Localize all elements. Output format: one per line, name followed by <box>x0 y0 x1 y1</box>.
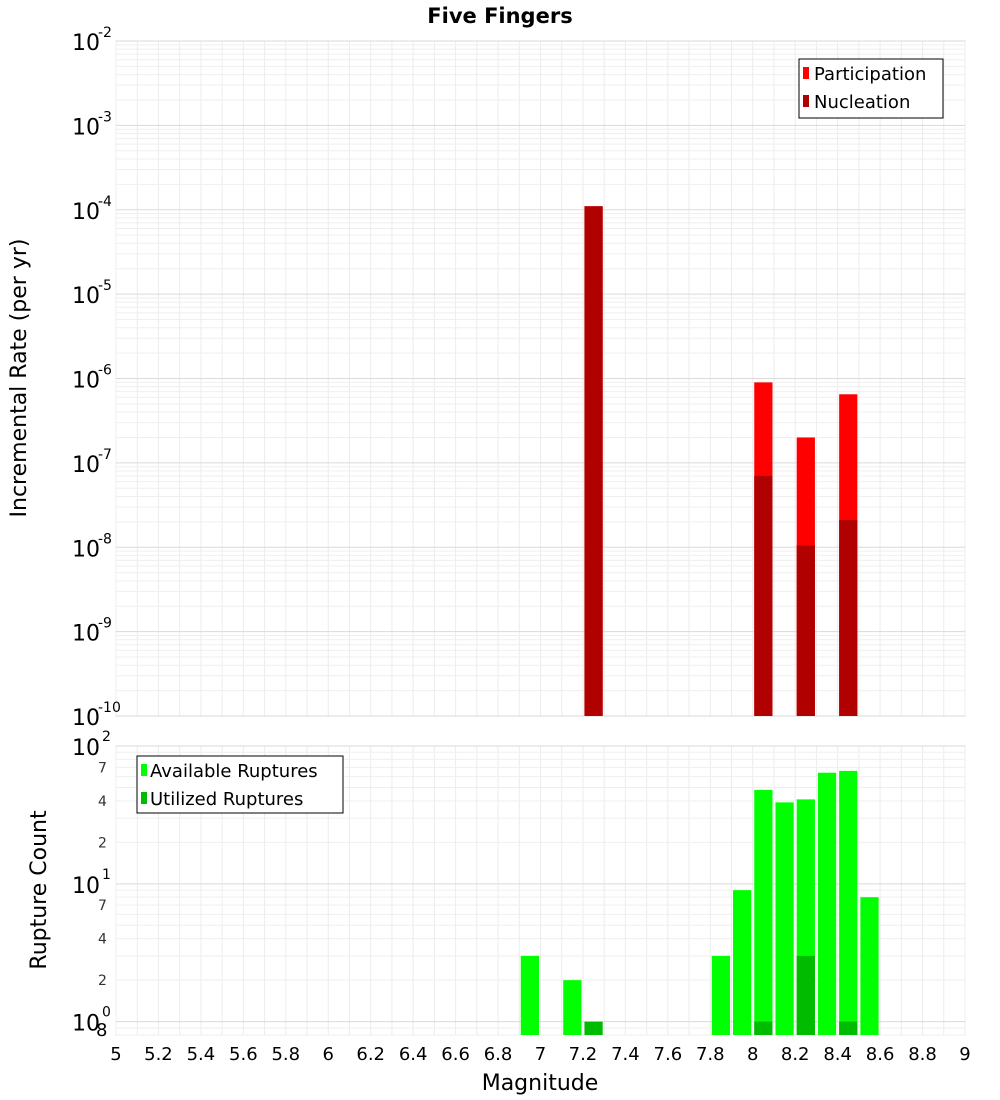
bottom-utilized-ruptures-bar <box>754 1022 772 1035</box>
x-tick-label: 6.8 <box>483 1044 513 1065</box>
bottom-y-minor-tick-label: 7 <box>98 898 107 915</box>
top-y-tick-exponent: -4 <box>98 193 112 210</box>
top-y-tick-label: 10 <box>72 537 100 563</box>
top-nucleation-bar <box>839 520 857 716</box>
x-axis-label: Magnitude <box>481 1071 599 1096</box>
x-tick-label: 7.2 <box>568 1044 598 1065</box>
top-y-tick-label: 10 <box>72 115 100 141</box>
top-nucleation-bar <box>754 476 772 716</box>
x-tick-label: 6.6 <box>441 1044 470 1065</box>
bottom-y-tick-labels <box>72 729 111 1041</box>
top-nucleation-bar <box>797 545 815 716</box>
chart-title: Five Fingers <box>427 4 573 28</box>
bottom-y-minor-tick-label: 8 <box>96 1020 108 1041</box>
x-tick-label: 6.4 <box>398 1044 428 1065</box>
top-y-tick-exponent: -5 <box>98 278 112 295</box>
x-tick-label: 9 <box>959 1044 971 1065</box>
top-y-tick-labels <box>72 25 121 731</box>
x-tick-label: 8.2 <box>780 1044 810 1065</box>
x-tick-label: 5.6 <box>229 1044 258 1065</box>
legend-swatch-participation <box>803 67 809 79</box>
legend-swatch-nucleation <box>803 95 809 107</box>
x-tick-label: 5.2 <box>144 1044 173 1065</box>
bottom-y-tick-label: 10 <box>72 1011 100 1037</box>
x-tick-label: 6.2 <box>356 1044 386 1065</box>
bottom-y-minor-tick-label: 7 <box>98 760 107 777</box>
x-tick-label: 5 <box>110 1044 122 1065</box>
x-tick-label: 7.8 <box>695 1044 725 1065</box>
top-y-tick-exponent: -6 <box>98 362 112 379</box>
bottom-y-tick-exponent: 2 <box>102 729 111 745</box>
top-y-tick-label: 10 <box>72 199 100 225</box>
bottom-y-tick-label: 10 <box>72 736 100 761</box>
bottom-y-minor-tick-label: 2 <box>98 835 107 852</box>
top-y-tick-exponent: -3 <box>98 109 112 126</box>
top-y-tick-exponent: -7 <box>98 446 112 463</box>
top-y-tick-label: 10 <box>72 284 100 310</box>
top-plot <box>7 25 965 731</box>
bottom-y-minor-tick-label: 2 <box>98 973 107 990</box>
bottom-available-ruptures-bar <box>754 790 772 1035</box>
legend-label-utilized: Utilized Ruptures <box>150 789 304 810</box>
legend-label-nucleation: Nucleation <box>814 92 911 113</box>
legend-label-participation: Participation <box>814 64 927 85</box>
top-y-tick-label: 10 <box>72 706 100 731</box>
top-y-tick-label: 10 <box>72 621 100 647</box>
top-y-tick-exponent: -2 <box>98 25 112 41</box>
bottom-y-tick-exponent: 0 <box>102 1004 111 1021</box>
x-tick-label: 6 <box>322 1044 334 1065</box>
legend-label-available: Available Ruptures <box>150 761 318 782</box>
bottom-utilized-ruptures-bar <box>584 1022 602 1035</box>
bottom-y-minor-tick-label: 4 <box>98 793 107 810</box>
x-tick-label: 7 <box>534 1044 547 1065</box>
top-y-tick-label: 10 <box>72 452 100 478</box>
bottom-available-ruptures-bar <box>775 802 793 1035</box>
bottom-available-ruptures-bar <box>733 890 751 1035</box>
top-y-axis-label: Incremental Rate (per yr) <box>7 238 32 518</box>
top-y-tick-label: 10 <box>72 368 100 394</box>
x-tick-label: 8.6 <box>865 1044 895 1065</box>
bottom-utilized-ruptures-bar <box>797 956 815 1035</box>
top-y-tick-exponent: -8 <box>98 531 112 548</box>
bottom-available-ruptures-bar <box>712 956 730 1035</box>
bottom-y-tick-label: 10 <box>72 873 100 899</box>
bottom-available-ruptures-bar <box>521 956 539 1035</box>
bottom-available-ruptures-bar <box>839 771 857 1035</box>
x-tick-label: 8.4 <box>823 1044 852 1065</box>
bottom-y-axis-label: Rupture Count <box>27 810 52 970</box>
top-grid <box>116 41 965 716</box>
x-tick-label: 7.6 <box>653 1044 683 1065</box>
top-y-tick-label: 10 <box>72 31 100 56</box>
bottom-plot <box>27 729 971 1096</box>
x-tick-label: 8 <box>747 1044 759 1065</box>
top-legend <box>799 59 943 118</box>
top-nucleation-bar <box>584 206 602 716</box>
bottom-available-ruptures-bar <box>860 897 878 1035</box>
x-tick-label: 8.8 <box>908 1044 937 1065</box>
legend-swatch-available <box>141 764 147 776</box>
bottom-available-ruptures-bar <box>818 773 836 1035</box>
x-tick-label: 5.4 <box>186 1044 216 1065</box>
legend-swatch-utilized <box>141 792 147 804</box>
x-tick-label: 7.4 <box>611 1044 640 1065</box>
top-y-tick-exponent: -10 <box>98 700 121 716</box>
x-tick-label: 5.8 <box>271 1044 301 1065</box>
bottom-y-tick-exponent: 1 <box>102 866 111 883</box>
x-tick-labels <box>110 1044 970 1065</box>
bottom-utilized-ruptures-bar <box>839 1022 857 1035</box>
bottom-legend <box>137 756 343 813</box>
top-y-tick-exponent: -9 <box>98 615 112 632</box>
bottom-available-ruptures-bar <box>563 980 581 1035</box>
bottom-y-minor-tick-label: 4 <box>98 931 107 948</box>
